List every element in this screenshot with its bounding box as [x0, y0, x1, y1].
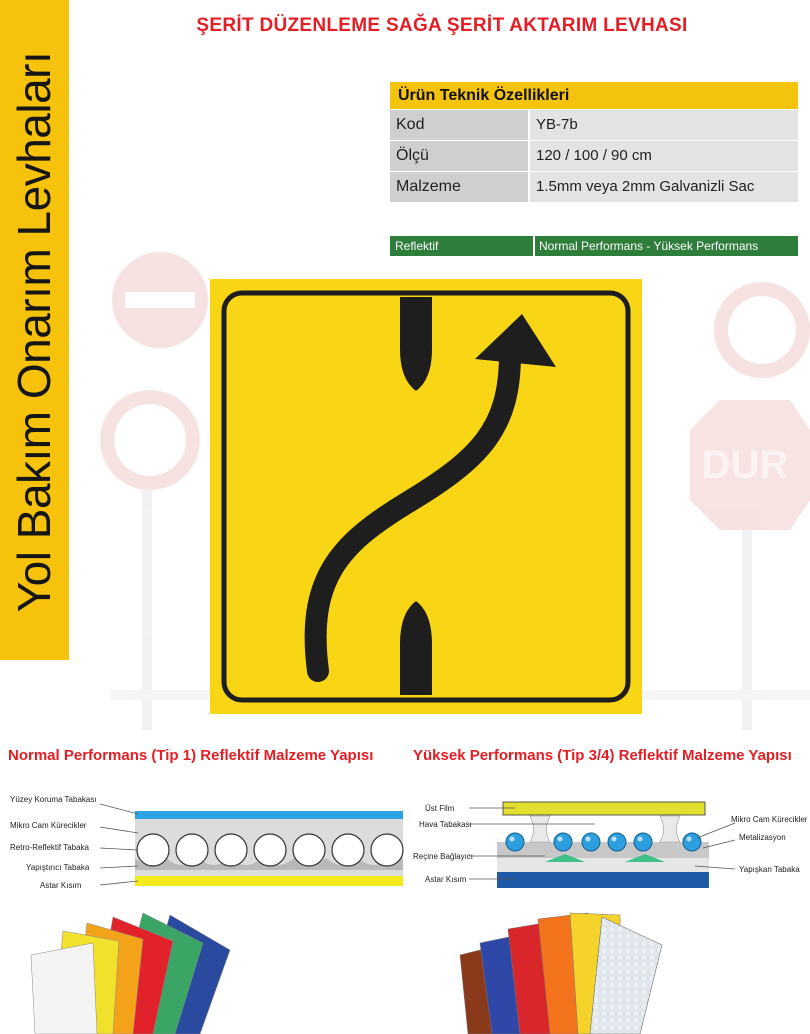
- high-label: Astar Kısım: [425, 875, 467, 884]
- normal-label: Yapıştırıcı Tabaka: [26, 863, 90, 872]
- spec-value: YB-7b: [530, 110, 798, 140]
- spec-table: [390, 82, 798, 202]
- lane-shift-sign: [210, 279, 642, 714]
- normal-reflective-swatches: [15, 905, 245, 1034]
- high-label: Metalizasyon: [739, 833, 786, 842]
- normal-label: Yüzey Koruma Tabakası: [10, 795, 97, 804]
- high-reflective-swatches: [440, 905, 670, 1034]
- high-label: Üst Film: [425, 804, 455, 813]
- high-label: Yapışkan Tabaka: [739, 865, 800, 874]
- reflective-value: Normal Performans - Yüksek Performans: [535, 236, 798, 256]
- reflective-label: Reflektif: [390, 236, 533, 256]
- background-dur-text: DUR: [701, 443, 789, 487]
- spec-label: Kod: [390, 110, 528, 140]
- spec-row-kod: [390, 110, 798, 140]
- high-label: Hava Tabakası: [419, 820, 472, 829]
- normal-label: Astar Kısım: [40, 881, 82, 890]
- normal-structure-diagram: [0, 790, 405, 895]
- normal-label: Retro-Reflektif Tabaka: [10, 843, 89, 852]
- spec-value: 1.5mm veya 2mm Galvanizli Sac: [530, 172, 798, 202]
- high-structure-title: Yüksek Performans (Tip 3/4) Reflektif Malzeme Yapısı: [413, 747, 792, 764]
- high-label: Mikro Cam Kürecikler: [731, 815, 808, 824]
- spec-row-malzeme: [390, 172, 798, 202]
- normal-label: Mikro Cam Kürecikler: [10, 821, 87, 830]
- high-structure-diagram: [405, 790, 810, 895]
- spec-table-header: Ürün Teknik Özellikleri: [390, 82, 798, 109]
- page-title: ŞERİT DÜZENLEME SAĞA ŞERİT AKTARIM LEVHASI: [196, 15, 688, 36]
- spec-label: Ölçü: [390, 141, 528, 171]
- high-label: Reçine Bağlayıcı: [413, 852, 474, 861]
- side-band: [0, 0, 69, 660]
- side-label: Yol Bakım Onarım Levhaları: [8, 51, 60, 613]
- spec-row-olcu: [390, 141, 798, 171]
- normal-structure-title: Normal Performans (Tip 1) Reflektif Malzeme Yapısı: [8, 747, 374, 764]
- spec-value: 120 / 100 / 90 cm: [530, 141, 798, 171]
- spec-label: Malzeme: [390, 172, 528, 202]
